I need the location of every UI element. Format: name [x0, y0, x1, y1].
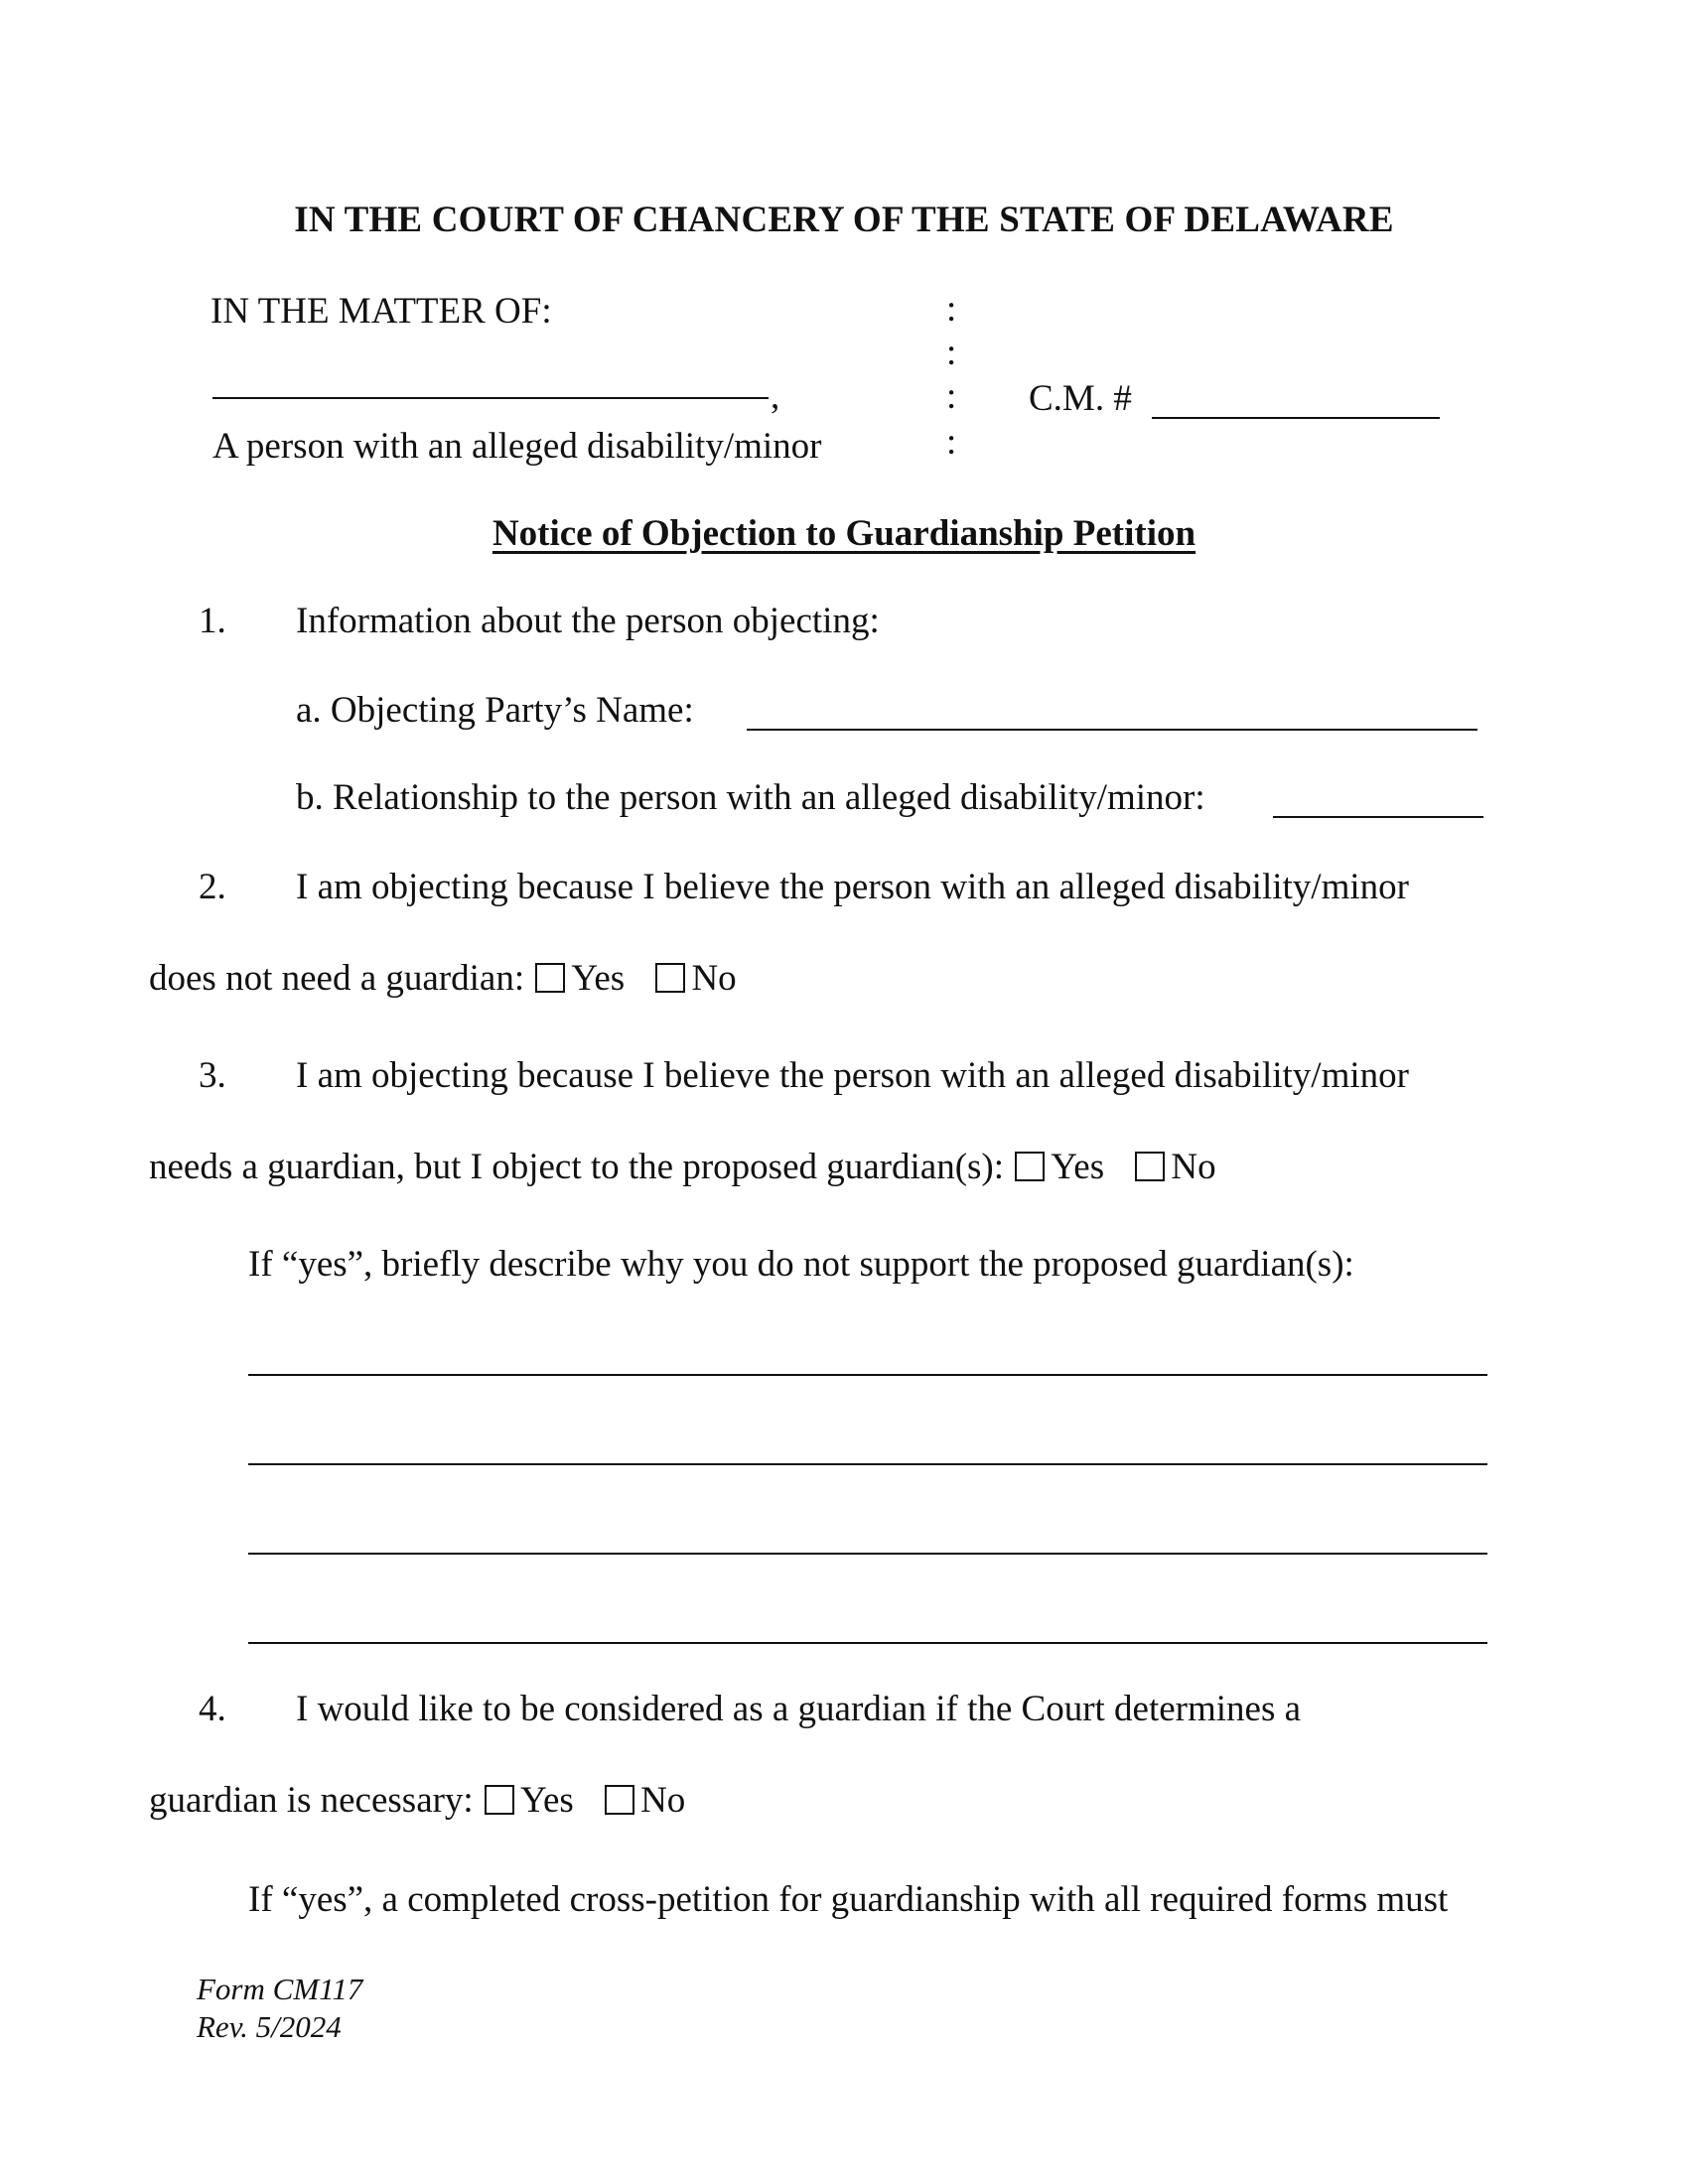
- court-title: IN THE COURT OF CHANCERY OF THE STATE OF DELAWARE: [294, 200, 1394, 240]
- relationship-label: b. Relationship to the person with an alleged disability/minor:: [296, 777, 1205, 818]
- item-2-yes-checkbox[interactable]: [535, 963, 565, 993]
- name-comma: ,: [771, 376, 780, 417]
- yes-label: Yes: [1051, 1147, 1105, 1187]
- item-3-number: 3.: [199, 1055, 226, 1096]
- item-4-continuation: [149, 1779, 685, 1822]
- item-4-no-checkbox[interactable]: [605, 1785, 634, 1815]
- relationship-field[interactable]: [1273, 816, 1483, 818]
- person-name-field[interactable]: [212, 397, 769, 399]
- item-1-text: Information about the person objecting:: [296, 601, 880, 641]
- yes-label: Yes: [519, 1780, 574, 1821]
- item-4-cont-text: guardian is necessary:: [149, 1780, 474, 1821]
- cm-number-field[interactable]: [1152, 417, 1440, 419]
- item-3-continuation: [149, 1146, 1216, 1188]
- objecting-party-name-field[interactable]: [747, 729, 1477, 731]
- item-2-continuation: [149, 957, 737, 1000]
- caption-colon: :: [946, 422, 957, 463]
- description-line-3[interactable]: [248, 1553, 1487, 1555]
- form-revision: Rev. 5/2024: [197, 2009, 342, 2044]
- item-2-no-checkbox[interactable]: [655, 963, 685, 993]
- item-4-yes-checkbox[interactable]: [485, 1785, 514, 1815]
- no-label: No: [640, 1780, 686, 1821]
- item-3-yes-checkbox[interactable]: [1015, 1152, 1045, 1181]
- description-line-2[interactable]: [248, 1463, 1487, 1465]
- item-4-number: 4.: [199, 1689, 226, 1729]
- cm-number-label: C.M. #: [1029, 378, 1132, 419]
- matter-label: IN THE MATTER OF:: [211, 291, 552, 332]
- no-label: No: [1171, 1147, 1216, 1187]
- caption-colon: :: [946, 376, 957, 417]
- form-number: Form CM117: [197, 1972, 363, 2006]
- item-3-if-yes: If “yes”, briefly describe why you do not support the proposed guardian(s):: [248, 1244, 1354, 1285]
- description-line-4[interactable]: [248, 1642, 1487, 1644]
- item-2-number: 2.: [199, 867, 226, 907]
- item-1-number: 1.: [199, 601, 226, 641]
- item-3-cont-text: needs a guardian, but I object to the proposed guardian(s):: [149, 1147, 1005, 1187]
- notice-title: [0, 512, 1688, 555]
- no-label: No: [691, 958, 737, 999]
- item-3-text: I am objecting because I believe the person with an alleged disability/minor: [296, 1055, 1409, 1096]
- yes-label: Yes: [571, 958, 626, 999]
- item-4-if-yes: If “yes”, a completed cross-petition for guardianship with all required forms must: [248, 1879, 1449, 1920]
- person-label: A person with an alleged disability/minor: [212, 426, 822, 467]
- item-3-no-checkbox[interactable]: [1135, 1152, 1165, 1181]
- item-2-text: I am objecting because I believe the person with an alleged disability/minor: [296, 867, 1409, 907]
- caption-colon: :: [946, 333, 957, 373]
- objecting-party-name-label: a. Objecting Party’s Name:: [296, 690, 694, 731]
- description-line-1[interactable]: [248, 1374, 1487, 1376]
- item-2-cont-text: does not need a guardian:: [149, 958, 525, 999]
- item-4-text: I would like to be considered as a guardian if the Court determines a: [296, 1689, 1302, 1729]
- notice-title-text: Notice of Objection to Guardianship Petition: [492, 513, 1196, 554]
- caption-colon: :: [946, 289, 957, 330]
